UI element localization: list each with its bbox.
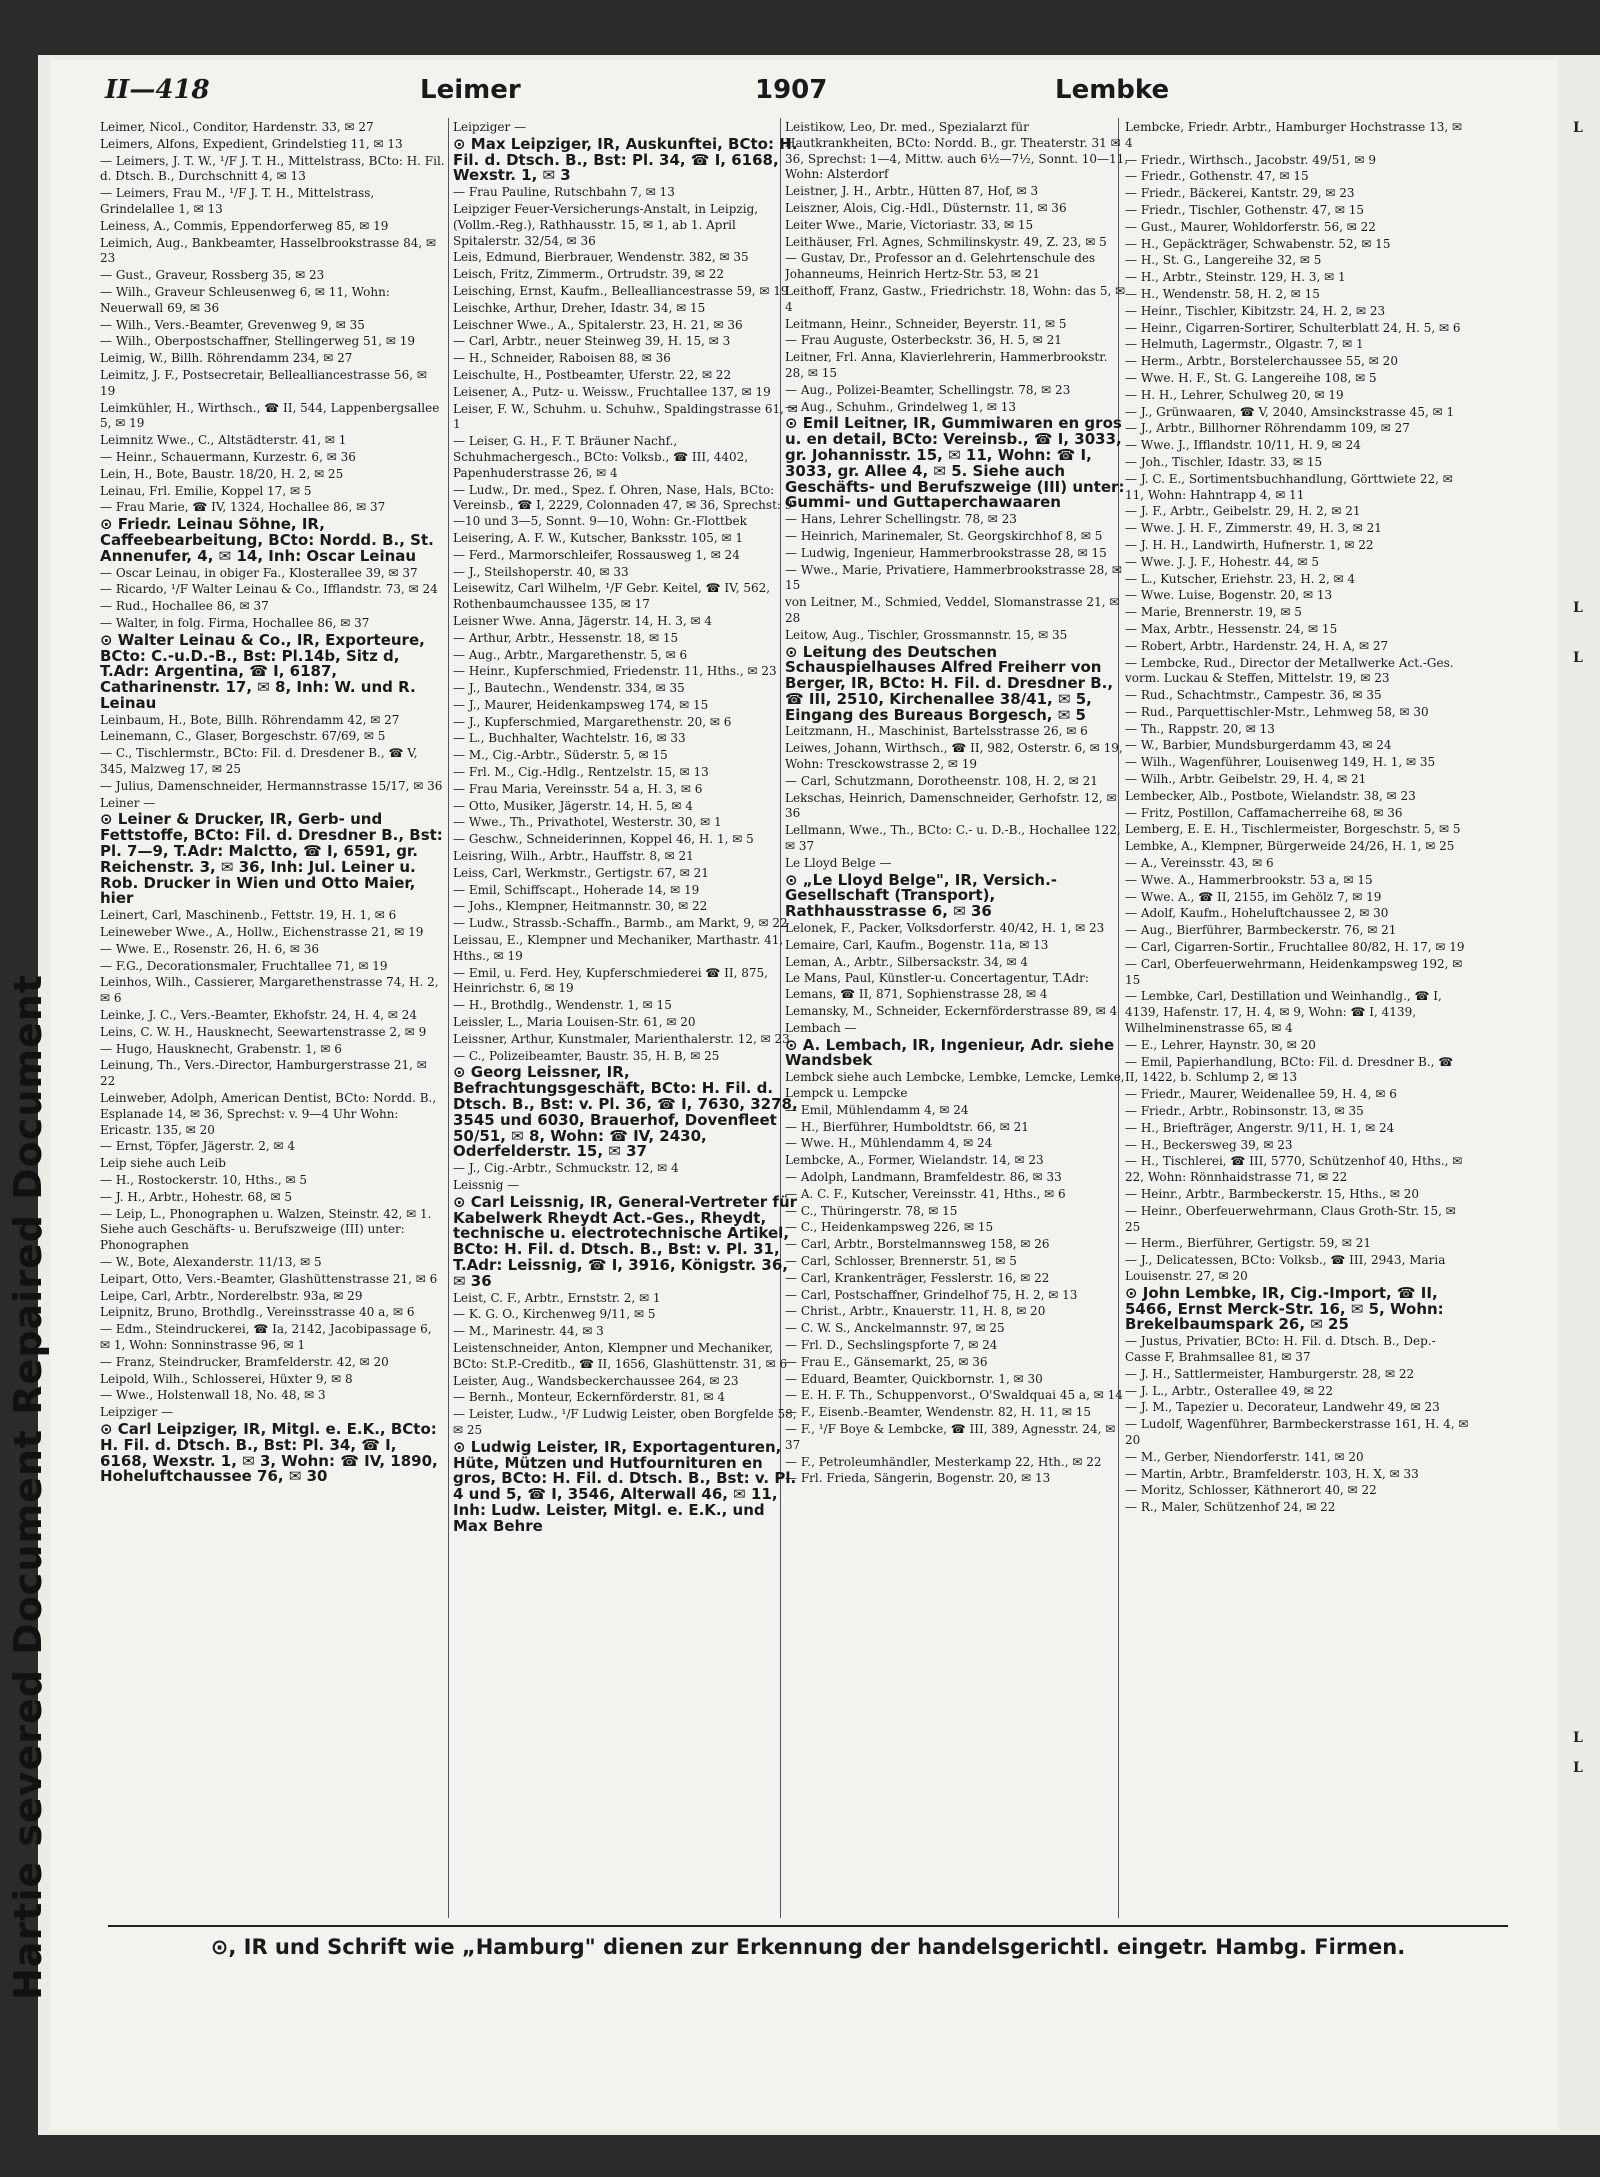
directory-entry: — Gust., Maurer, Wohldorferstr. 56, ✉ 22: [1125, 219, 1376, 234]
directory-entry: — Aug., Polizei-Beamter, Schellingstr. 78, ✉ 23: [785, 382, 1071, 397]
directory-entry: Leisner Wwe. Anna, Jägerstr. 14, H. 3, ✉ 4: [453, 613, 712, 628]
directory-entry: Leist, C. F., Arbtr., Ernststr. 2, ✉ 1: [453, 1290, 661, 1305]
directory-entry: — M., Gerber, Niendorferstr. 141, ✉ 20: [1125, 1449, 1364, 1464]
directory-entry: — Frau Pauline, Rutschbahn 7, ✉ 13: [453, 185, 675, 200]
directory-entry: — Herm., Bierführer, Gertigstr. 59, ✉ 21: [1125, 1236, 1372, 1251]
directory-entry: — J., Maurer, Heidenkampsweg 174, ✉ 15: [453, 697, 709, 712]
directory-entry: — W., Barbier, Mundsburgerdamm 43, ✉ 24: [1125, 738, 1392, 753]
directory-entry: Leinbaum, H., Bote, Billh. Röhrendamm 42, ✉ 27: [100, 712, 400, 727]
directory-entry: — H., Schneider, Raboisen 88, ✉ 36: [453, 351, 671, 366]
directory-entry: — Rud., Schachtmstr., Campestr. 36, ✉ 35: [1125, 688, 1382, 703]
directory-entry: Leitow, Aug., Tischler, Grossmannstr. 15, ✉ 35: [785, 627, 1068, 642]
directory-entry: — Lembcke, Rud., Director der Metallwerke Act.-Ges. vorm. Luckau & Steffen, Mittelstr. 19, ✉ 23: [1125, 655, 1454, 686]
directory-entry: — J., Delicatessen, BCto: Volksb., ☎ III, 2943, Maria Louisenstr. 27, ✉ 20: [1125, 1253, 1446, 1283]
directory-entry: — Wwe. J., Ifflandstr. 10/11, H. 9, ✉ 24: [1125, 438, 1361, 453]
directory-entry: — H., Rostockerstr. 10, Hths., ✉ 5: [100, 1173, 308, 1187]
directory-entry: Leischulte, H., Postbeamter, Uferstr. 22, ✉ 22: [453, 367, 732, 382]
directory-entry: — H., Arbtr., Steinstr. 129, H. 3, ✉ 1: [1125, 270, 1346, 285]
directory-entry: ⊙ Carl Leissnig, IR, General-Vertreter für Kabelwerk Rheydt Act.-Ges., Rheydt, technische u. electrotechnische Artikel, BCto: H. Fil. d. Dtsch. B., Bst: v. Pl. 31, T.Adr: Leissnig, ☎ I, 3916, Königstr. 36, ✉ 36: [453, 1192, 798, 1290]
adjacent-page-fragment: L: [1573, 600, 1583, 616]
directory-entry: — Edm., Steindruckerei, ☎ Ia, 2142, Jacobipassage 6, ✉ 1, Wohn: Sonninstrasse 96, ✉ 1: [100, 1322, 432, 1352]
directory-entry: — Frau Maria, Vereinsstr. 54 a, H. 3, ✉ 6: [453, 781, 703, 796]
directory-entry: — Wwe. A., Hammerbrookstr. 53 a, ✉ 15: [1125, 872, 1373, 887]
directory-entry: — Wilh., Arbtr. Geibelstr. 29, H. 4, ✉ 21: [1125, 772, 1367, 787]
directory-entry: — Leip, L., Phonographen u. Walzen, Steinstr. 42, ✉ 1. Siehe auch Geschäfts- u. Berufszweige (III) unter: Phonographen: [100, 1206, 432, 1253]
directory-entry: — Wilh., Oberpostschaffner, Stellingerweg 51, ✉ 19: [100, 334, 416, 349]
directory-entry: — Walter, in folg. Firma, Hochallee 86, ✉ 37: [100, 615, 370, 630]
directory-entry: — C. W. S., Anckelmannstr. 97, ✉ 25: [785, 1321, 1005, 1336]
directory-entry: Leinke, J. C., Vers.-Beamter, Ekhofstr. 24, H. 4, ✉ 24: [100, 1008, 418, 1023]
directory-entry: — A. C. F., Kutscher, Vereinsstr. 41, Hths., ✉ 6: [785, 1186, 1066, 1201]
directory-entry: — Carl, Arbtr., neuer Steinweg 39, H. 15, ✉ 3: [453, 334, 731, 349]
directory-entry: — Wilh., Vers.-Beamter, Grevenweg 9, ✉ 35: [100, 317, 365, 332]
directory-entry: Le Mans, Paul, Künstler-u. Concertagentur, T.Adr: Lemans, ☎ II, 871, Sophienstrasse 28, ✉ 4: [785, 971, 1089, 1002]
directory-entry: — Wwe. J. H. F., Zimmerstr. 49, H. 3, ✉ 21: [1125, 521, 1382, 536]
directory-entry: ⊙ Georg Leissner, IR, Befrachtungsgeschäft, BCto: H. Fil. d. Dtsch. B., Bst: v. Pl. 36, ☎ I, 7630, 3278, 3545 und 6030, Brauerhof, Dovenfleet 50/51, ✉ 8, Wohn: ☎ IV, 2430, Oderfelderstr. 15, ✉ 37: [453, 1063, 798, 1161]
directory-entry: — H. H., Lehrer, Schulweg 20, ✉ 19: [1125, 387, 1344, 402]
directory-entry: — Lembke, Carl, Destillation und Weinhandlg., ☎ I, 4139, Hafenstr. 17, H. 4, ✉ 9, Wohn: ☎ I, 4139, Wilhelminenstrasse 65, ✉ 4: [1125, 989, 1442, 1036]
directory-entry: — Wwe. Luise, Bogenstr. 20, ✉ 13: [1125, 588, 1333, 603]
directory-entry: — Hugo, Hausknecht, Grabenstr. 1, ✉ 6: [100, 1041, 342, 1056]
adjacent-page-edge: [1565, 80, 1600, 2080]
directory-entry: — J. L., Arbtr., Osterallee 49, ✉ 22: [1125, 1383, 1334, 1398]
directory-entry: — Emil, Schiffscapt., Hoherade 14, ✉ 19: [453, 882, 700, 897]
directory-entry: — Wwe. A., ☎ II, 2155, im Gehölz 7, ✉ 19: [1125, 889, 1382, 904]
directory-entry: Leimitz, J. F., Postsecretair, Bellealliancestrasse 56, ✉ 19: [100, 367, 427, 398]
header-last-word: Lembke: [1055, 75, 1170, 105]
directory-entry: Lembcke, Friedr. Arbtr., Hamburger Hochstrasse 13, ✉ 4: [1125, 120, 1463, 150]
directory-entry: — H., Gepäckträger, Schwabenstr. 52, ✉ 15: [1125, 236, 1391, 251]
directory-entry: — J., Cig.-Arbtr., Schmuckstr. 12, ✉ 4: [453, 1161, 679, 1176]
directory-entry: — H., Beckersweg 39, ✉ 23: [1125, 1137, 1293, 1152]
directory-entry: Leip siehe auch Leib: [100, 1156, 226, 1171]
directory-entry: Leistenschneider, Anton, Klempner und Mechaniker, BCto: St.P.-Creditb., ☎ II, 1656, Glashüttenstr. 31, ✉ 6: [453, 1340, 788, 1371]
directory-entry: — Carl, Postschaffner, Grindelhof 75, H. 2, ✉ 13: [785, 1287, 1078, 1302]
directory-entry: Leman, A., Arbtr., Silbersackstr. 34, ✉ 4: [785, 954, 1028, 969]
directory-entry: — Christ., Arbtr., Knauerstr. 11, H. 8, ✉ 20: [785, 1304, 1046, 1319]
directory-entry: Leiss, Carl, Werkmstr., Gertigstr. 67, ✉ 21: [453, 865, 709, 880]
directory-entry: — R., Maler, Schützenhof 24, ✉ 22: [1125, 1500, 1336, 1515]
directory-entry: — W., Bote, Alexanderstr. 11/13, ✉ 5: [100, 1254, 322, 1269]
directory-entry: — L., Buchhalter, Wachtelstr. 16, ✉ 33: [453, 731, 686, 746]
directory-entry: — Ludw., Strassb.-Schaffn., Barmb., am Markt, 9, ✉ 22: [453, 916, 788, 931]
directory-entry: Leisering, A. F. W., Kutscher, Banksstr. 105, ✉ 1: [453, 530, 744, 545]
directory-entry: — Gustav, Dr., Professor an d. Gelehrtenschule des Johanneums, Heinrich Hertz-Str. 53, ✉ 21: [785, 251, 1096, 282]
directory-entry: — Ludolf, Wagenführer, Barmbeckerstrasse 161, H. 4, ✉ 20: [1125, 1417, 1469, 1447]
directory-entry: — Heinr., Oberfeuerwehrmann, Claus Groth-Str. 15, ✉ 25: [1125, 1203, 1456, 1234]
directory-entry: — Wwe., Holstenwall 18, No. 48, ✉ 3: [100, 1388, 326, 1403]
directory-entry: — J., Grünwaaren, ☎ V, 2040, Amsinckstrasse 45, ✉ 1: [1125, 404, 1455, 419]
directory-entry: Leinweber, Adolph, American Dentist, BCto: Nordd. B., Esplanade 14, ✉ 36, Sprechst: v. 9—4 Uhr Wohn: Ericastr. 135, ✉ 20: [100, 1091, 437, 1137]
adjacent-page-fragment: L: [1573, 120, 1583, 136]
directory-entry: Leisewitz, Carl Wilhelm, ¹/F Gebr. Keitel, ☎ IV, 562, Rothenbaumchaussee 135, ✉ 17: [453, 581, 771, 612]
directory-column-3: [785, 120, 1130, 1920]
directory-entry: — Friedr., Gothenstr. 47, ✉ 15: [1125, 169, 1309, 184]
directory-entry: Leipold, Wilh., Schlosserei, Hüxter 9, ✉ 8: [100, 1371, 353, 1386]
directory-entry: — C., Thüringerstr. 78, ✉ 15: [785, 1203, 958, 1218]
directory-entry: — Friedr., Maurer, Weidenallee 59, H. 4, ✉ 6: [1125, 1087, 1397, 1102]
directory-entry: Lembke, A., Klempner, Bürgerweide 24/26, H. 1, ✉ 25: [1125, 839, 1455, 854]
directory-entry: — C., Polizeibeamter, Baustr. 35, H. B, ✉ 25: [453, 1048, 720, 1063]
directory-entry: — Th., Rappstr. 20, ✉ 13: [1125, 721, 1275, 736]
directory-entry: Lemberg, E. E. H., Tischlermeister, Borgeschstr. 5, ✉ 5: [1125, 822, 1461, 837]
directory-entry: — Wwe. J. J. F., Hohestr. 44, ✉ 5: [1125, 554, 1320, 569]
directory-entry: — Frl. D., Sechslingspforte 7, ✉ 24: [785, 1337, 998, 1352]
directory-entry: — Geschw., Schneiderinnen, Koppel 46, H. 1, ✉ 5: [453, 832, 754, 847]
directory-entry: Leithoff, Franz, Gastw., Friedrichstr. 18, Wohn: das 5, ✉ 4: [785, 283, 1126, 314]
directory-entry: — E. H. F. Th., Schuppenvorst., O'Swaldquai 45 a, ✉ 14: [785, 1388, 1123, 1403]
directory-entry: Leipziger —: [100, 1405, 174, 1420]
page-number: II—418: [105, 75, 210, 105]
directory-entry: Leimich, Aug., Bankbeamter, Hasselbrookstrasse 84, ✉ 23: [100, 235, 437, 266]
directory-entry: — E., Lehrer, Haynstr. 30, ✉ 20: [1125, 1037, 1316, 1052]
directory-entry: Leitmann, Heinr., Schneider, Beyerstr. 11, ✉ 5: [785, 316, 1067, 331]
directory-entry: — Frl. M., Cig.-Hdlg., Rentzelstr. 15, ✉ 13: [453, 765, 709, 780]
directory-entry: — Frau Marie, ☎ IV, 1324, Hochallee 86, ✉ 37: [100, 500, 386, 515]
directory-entry: Lelonek, F., Packer, Volksdorferstr. 40/42, H. 1, ✉ 23: [785, 921, 1105, 936]
directory-entry: — Bernh., Monteur, Eckernförderstr. 81, ✉ 4: [453, 1390, 725, 1405]
directory-entry: Lembcke, A., Former, Wielandstr. 14, ✉ 23: [785, 1153, 1044, 1168]
directory-entry: — Aug., Schuhm., Grindelweg 1, ✉ 13: [785, 399, 1017, 414]
directory-entry: — Gust., Graveur, Rossberg 35, ✉ 23: [100, 268, 325, 283]
directory-entry: Leinert, Carl, Maschinenb., Fettstr. 19, H. 1, ✉ 6: [100, 908, 397, 923]
column-divider: [448, 118, 449, 1918]
directory-entry: — Robert, Arbtr., Hardenstr. 24, H. A, ✉ 27: [1125, 638, 1389, 653]
directory-entry: Leissner, Arthur, Kunstmaler, Marienthalerstr. 12, ✉ 23: [453, 1031, 790, 1046]
directory-entry: — H., Bierführer, Humboldtstr. 66, ✉ 21: [785, 1119, 1029, 1134]
directory-entry: — Leimers, Frau M., ¹/F J. T. H., Mittelstrass, Grindelallee 1, ✉ 13: [100, 186, 375, 216]
directory-entry: — Wwe., Th., Privathotel, Westerstr. 30, ✉ 1: [453, 815, 722, 830]
directory-entry: Leinhos, Wilh., Cassierer, Margarethenstrasse 74, H. 2, ✉ 6: [100, 975, 439, 1006]
directory-entry: — Emil, Mühlendamm 4, ✉ 24: [785, 1102, 969, 1117]
directory-entry: Leipziger —: [453, 120, 527, 134]
directory-entry: — J., Bautechn., Wendenstr. 334, ✉ 35: [453, 681, 685, 696]
directory-entry: Lemansky, M., Schneider, Eckernförderstrasse 89, ✉ 4: [785, 1004, 1118, 1019]
directory-entry: — J., Steilshoperstr. 40, ✉ 33: [453, 564, 629, 579]
directory-entry: — Wwe. H. F., St. G. Langereihe 108, ✉ 5: [1125, 370, 1377, 385]
directory-entry: — Julius, Damenschneider, Hermannstrasse 15/17, ✉ 36: [100, 778, 443, 793]
directory-entry: Leithäuser, Frl. Agnes, Schmilinskystr. 49, Z. 23, ✉ 5: [785, 234, 1107, 249]
directory-entry: Leischke, Arthur, Dreher, Idastr. 34, ✉ 15: [453, 300, 706, 315]
directory-entry: — H., Brothdlg., Wendenstr. 1, ✉ 15: [453, 998, 672, 1013]
directory-entry: Le Lloyd Belge —: [785, 855, 892, 870]
directory-entry: — Otto, Musiker, Jägerstr. 14, H. 5, ✉ 4: [453, 798, 693, 813]
directory-entry: Leischner Wwe., A., Spitalerstr. 23, H. 21, ✉ 36: [453, 317, 743, 332]
directory-entry: — Justus, Privatier, BCto: H. Fil. d. Dtsch. B., Dep.-Casse F, Brahmsallee 81, ✉ 37: [1125, 1334, 1436, 1364]
directory-entry: — Ludwig, Ingenieur, Hammerbrookstrasse 28, ✉ 15: [785, 545, 1107, 560]
directory-entry: — Joh., Tischler, Idastr. 33, ✉ 15: [1125, 454, 1323, 469]
directory-column-4: [1125, 120, 1470, 1920]
directory-entry: — Heinr., Tischler, Kibitzstr. 24, H. 2, ✉ 23: [1125, 303, 1386, 318]
header-first-word: Leimer: [420, 75, 521, 105]
directory-entry: ⊙ John Lembke, IR, Cig.-Import, ☎ II, 5466, Ernst Merck-Str. 16, ✉ 5, Wohn: Brekelbaumspark 26, ✉ 25: [1125, 1283, 1444, 1334]
directory-entry: — Martin, Arbtr., Bramfelderstr. 103, H. X, ✉ 33: [1125, 1466, 1419, 1481]
directory-entry: — Frau Auguste, Osterbeckstr. 36, H. 5, ✉ 21: [785, 333, 1062, 348]
directory-column-2: [453, 120, 798, 1920]
directory-entry: — Moritz, Schlosser, Käthnerort 40, ✉ 22: [1125, 1483, 1377, 1498]
directory-entry: — F., Eisenb.-Beamter, Wendenstr. 82, H. 11, ✉ 15: [785, 1405, 1092, 1420]
directory-entry: — Aug., Bierführer, Barmbeckerstr. 76, ✉ 21: [1125, 923, 1397, 938]
page-footer: ⊙, IR und Schrift wie „Hamburg" dienen zur Erkennung der handelsgerichtl. eingetr. Hambg. Firmen.: [210, 1935, 1406, 1959]
directory-entry: — Heinr., Cigarren-Sortirer, Schulterblatt 24, H. 5, ✉ 6: [1125, 320, 1461, 335]
directory-entry: — J. M., Tapezier u. Decorateur, Landwehr 49, ✉ 23: [1125, 1400, 1440, 1415]
directory-entry: ⊙ Leitung des Deutschen Schauspielhauses Alfred Freiherr von Berger, IR, BCto: H. Fil. d. Dresdner B., ☎ III, 2510, Kirchenallee 38/41, ✉ 5, Eingang des Bureaus Borgesch, ✉ 5: [785, 642, 1114, 724]
directory-entry: Leineweber Wwe., A., Hollw., Eichenstrasse 21, ✉ 19: [100, 925, 424, 940]
directory-entry: — Eduard, Beamter, Quickbornstr. 1, ✉ 30: [785, 1371, 1043, 1386]
directory-entry: — Adolph, Landmann, Bramfeldestr. 86, ✉ 33: [785, 1170, 1062, 1184]
directory-entry: Leiszner, Alois, Cig.-Hdl., Düsternstr. 11, ✉ 36: [785, 200, 1067, 215]
directory-entry: Lein, H., Bote, Baustr. 18/20, H. 2, ✉ 25: [100, 466, 344, 481]
directory-entry: — C., Tischlermstr., BCto: Fil. d. Dresdener B., ☎ V, 345, Malzweg 17, ✉ 25: [100, 746, 418, 777]
directory-entry: — Emil, Papierhandlung, BCto: Fil. d. Dresdner B., ☎ II, 1422, b. Schlump 2, ✉ 13: [1125, 1054, 1454, 1085]
directory-entry: — C., Heidenkampsweg 226, ✉ 15: [785, 1220, 994, 1235]
directory-entry: von Leitner, M., Schmied, Veddel, Slomanstrasse 21, ✉ 28: [785, 595, 1120, 625]
directory-entry: Leissler, L., Maria Louisen-Str. 61, ✉ 20: [453, 1015, 696, 1030]
directory-entry: — Heinrich, Marinemaler, St. Georgskirchhof 8, ✉ 5: [785, 528, 1103, 543]
directory-entry: Leimkühler, H., Wirthsch., ☎ II, 544, Lappenbergsallee 5, ✉ 19: [100, 400, 440, 431]
directory-entry: ⊙ Carl Leipziger, IR, Mitgl. e. E.K., BCto: H. Fil. d. Dtsch. B., Bst: Pl. 34, ☎ I, 6168, Wexstr. 1, ✉ 3, Wohn: ☎ IV, 1890, Hoheluftchaussee 76, ✉ 30: [100, 1419, 438, 1486]
directory-entry: — Emil, u. Ferd. Hey, Kupferschmiederei ☎ II, 875, Heinrichstr. 6, ✉ 19: [453, 965, 768, 996]
directory-entry: — Heinr., Kupferschmied, Friedenstr. 11, Hths., ✉ 23: [453, 664, 777, 679]
directory-entry: — Rud., Hochallee 86, ✉ 37: [100, 599, 269, 614]
directory-entry: — Aug., Arbtr., Margarethenstr. 5, ✉ 6: [453, 647, 688, 662]
directory-entry: Leipziger Feuer-Versicherungs-Anstalt, in Leipzig, (Vollm.-Reg.), Rathhausstr. 15, ✉ 1, ab 1. April Spitalerstr. 32/54, ✉ 36: [453, 201, 759, 248]
directory-entry: — Carl, Cigarren-Sortir., Fruchtallee 80/82, H. 17, ✉ 19: [1125, 940, 1465, 955]
directory-entry: — Wilh., Wagenführer, Louisenweg 149, H. 1, ✉ 35: [1125, 755, 1436, 770]
directory-entry: Leiser, F. W., Schuhm. u. Schuhw., Spaldingstrasse 61, ✉ 1: [453, 401, 798, 432]
directory-entry: Lembecker, Alb., Postbote, Wielandstr. 38, ✉ 23: [1125, 788, 1416, 803]
directory-entry: — J. C. E., Sortimentsbuchhandlung, Görttwiete 22, ✉ 11, Wohn: Hahntrapp 4, ✉ 11: [1125, 471, 1453, 502]
directory-entry: Leimers, Alfons, Expedient, Grindelstieg 11, ✉ 13: [100, 136, 403, 151]
directory-entry: — Arthur, Arbtr., Hessenstr. 18, ✉ 15: [453, 630, 679, 645]
directory-entry: — Ernst, Töpfer, Jägerstr. 2, ✉ 4: [100, 1139, 295, 1154]
footer-rule: [108, 1925, 1508, 1927]
directory-entry: — Carl, Oberfeuerwehrmann, Heidenkampsweg 192, ✉ 15: [1125, 956, 1463, 987]
directory-entry: Leiner —: [100, 795, 156, 810]
directory-entry: — F.G., Decorationsmaler, Fruchtallee 71, ✉ 19: [100, 958, 388, 973]
directory-entry: Leissnig —: [453, 1178, 520, 1192]
directory-entry: — J. F., Arbtr., Geibelstr. 29, H. 2, ✉ 21: [1125, 504, 1361, 519]
directory-entry: Leinemann, C., Glaser, Borgeschstr. 67/69, ✉ 5: [100, 729, 386, 744]
directory-entry: — Marie, Brennerstr. 19, ✉ 5: [1125, 605, 1302, 620]
directory-entry: Leisching, Ernst, Kaufm., Bellealliancestrasse 59, ✉ 19: [453, 283, 789, 298]
directory-entry: Leimnitz Wwe., C., Altstädterstr. 41, ✉ 1: [100, 433, 347, 448]
directory-entry: ⊙ Ludwig Leister, IR, Exportagenturen, Hüte, Mützen und Hutfournituren en gros, BCto: H. Fil. d. Dtsch. B., Bst: v. Pl. 4 und 5, ☎ I, 3546, Alterwall 46, ✉ 11, Inh: Ludw. Leister, Mitgl. e. E.K., und Max Behre: [453, 1437, 797, 1535]
directory-entry: — H., Wendenstr. 58, H. 2, ✉ 15: [1125, 286, 1320, 301]
directory-entry: Leinung, Th., Vers.-Director, Hamburgerstrasse 21, ✉ 22: [100, 1058, 427, 1089]
directory-entry: — Ludw., Dr. med., Spez. f. Ohren, Nase, Hals, BCto: Vereinsb., ☎ I, 2229, Colonnaden 47, ✉ 36, Sprechst: 9—10 und 3—5, Sonnt. 9—10, Wohn: Gr.-Flottbek: [453, 482, 793, 529]
directory-entry: — F., ¹/F Boye & Lembcke, ☎ III, 389, Agnesstr. 24, ✉ 37: [785, 1421, 1116, 1452]
directory-entry: — Friedr., Arbtr., Robinsonstr. 13, ✉ 35: [1125, 1104, 1364, 1119]
directory-entry: Leis, Edmund, Bierbrauer, Wendenstr. 382, ✉ 35: [453, 250, 749, 265]
directory-entry: — J. H., Sattlermeister, Hamburgerstr. 28, ✉ 22: [1125, 1366, 1415, 1381]
page-header: [105, 75, 1513, 115]
directory-entry: — M., Marinestr. 44, ✉ 3: [453, 1324, 604, 1339]
side-label: Hartie severed Document Repaired Document: [6, 974, 50, 2000]
directory-entry: — Leister, Ludw., ¹/F Ludwig Leister, oben Borgfelde 58, ✉ 25: [453, 1407, 797, 1437]
directory-entry: — Franz, Steindrucker, Bramfelderstr. 42, ✉ 20: [100, 1354, 389, 1369]
directory-entry: Leiwes, Johann, Wirthsch., ☎ II, 982, Osterstr. 6, ✉ 19, Wohn: Tresckowstrasse 2, ✉ 19: [785, 741, 1123, 772]
directory-entry: Lemaire, Carl, Kaufm., Bogenstr. 11a, ✉ 13: [785, 937, 1049, 952]
directory-entry: — Friedr., Bäckerei, Kantstr. 29, ✉ 23: [1125, 186, 1355, 201]
directory-entry: — Friedr., Wirthsch., Jacobstr. 49/51, ✉ 9: [1125, 152, 1376, 167]
directory-entry: — J. H. H., Landwirth, Hufnerstr. 1, ✉ 22: [1125, 537, 1374, 552]
directory-entry: Leiness, A., Commis, Eppendorferweg 85, ✉ 19: [100, 218, 389, 233]
directory-entry: Leitner, Frl. Anna, Klavierlehrerin, Hammerbrookstr. 28, ✉ 15: [785, 350, 1108, 380]
directory-entry: Lekschas, Heinrich, Damenschneider, Gerhofstr. 12, ✉ 36: [785, 790, 1117, 821]
directory-entry: Leipe, Carl, Arbtr., Norderelbstr. 93a, ✉ 29: [100, 1288, 363, 1303]
directory-entry: Leister, Aug., Wandsbeckerchaussee 264, ✉ 23: [453, 1373, 739, 1388]
directory-entry: — J., Arbtr., Billhorner Röhrendamm 109, ✉ 27: [1125, 421, 1410, 436]
directory-entry: — Ricardo, ¹/F Walter Leinau & Co., Ifflandstr. 73, ✉ 24: [100, 582, 438, 597]
adjacent-page-fragment: L: [1573, 1730, 1583, 1746]
directory-entry: Leins, C. W. H., Hausknecht, Seewartenstrasse 2, ✉ 9: [100, 1024, 427, 1039]
directory-entry: — Johs., Klempner, Heitmannstr. 30, ✉ 22: [453, 899, 708, 914]
directory-entry: ⊙ Emil Leitner, IR, Gummiwaren en gros u. en detail, BCto: Vereinsb., ☎ I, 3033, gr. Johannisstr. 15, ✉ 11, Wohn: ☎ I, 3033, gr. Allee 4, ✉ 5. Siehe auch Geschäfts- und Berufszweige (III) unter: Gummi- und Guttaperchawaaren: [785, 414, 1125, 512]
directory-entry: — Herm., Arbtr., Borstelerchaussee 55, ✉ 20: [1125, 354, 1398, 369]
directory-entry: Leipnitz, Bruno, Brothdlg., Vereinsstrasse 40 a, ✉ 6: [100, 1305, 415, 1320]
side-label-strip: [0, 560, 50, 2000]
directory-entry: Leimig, W., Billh. Röhrendamm 234, ✉ 27: [100, 351, 353, 366]
directory-entry: Leisch, Fritz, Zimmerm., Ortrudstr. 39, ✉ 22: [453, 267, 725, 282]
directory-entry: ⊙ „Le Lloyd Belge", IR, Versich.-Gesellschaft (Transport), Rathhausstrasse 6, ✉ 36: [785, 870, 1057, 921]
directory-entry: — A., Vereinsstr. 43, ✉ 6: [1125, 856, 1274, 871]
directory-entry: — Oscar Leinau, in obiger Fa., Klosterallee 39, ✉ 37: [100, 565, 418, 580]
directory-entry: Leipart, Otto, Vers.-Beamter, Glashüttenstrasse 21, ✉ 6: [100, 1271, 438, 1286]
directory-entry: — H., St. G., Langereihe 32, ✉ 5: [1125, 253, 1322, 268]
directory-entry: — Wwe. H., Mühlendamm 4, ✉ 24: [785, 1136, 993, 1151]
directory-entry: Leistner, J. H., Arbtr., Hütten 87, Hof, ✉ 3: [785, 184, 1039, 199]
adjacent-page-fragment: L: [1573, 1760, 1583, 1776]
directory-entry: — Friedr., Tischler, Gothenstr. 47, ✉ 15: [1125, 202, 1365, 217]
directory-entry: — Carl, Schutzmann, Dorotheenstr. 108, H. 2, ✉ 21: [785, 773, 1098, 788]
directory-entry: — F., Petroleumhändler, Mesterkamp 22, Hth., ✉ 22: [785, 1454, 1102, 1469]
directory-entry: — Heinr., Arbtr., Barmbeckerstr. 15, Hths., ✉ 20: [1125, 1187, 1419, 1201]
directory-entry: — K. G. O., Kirchenweg 9/11, ✉ 5: [453, 1307, 656, 1322]
directory-entry: — Max, Arbtr., Hessenstr. 24, ✉ 15: [1125, 621, 1338, 636]
header-year: 1907: [755, 75, 828, 105]
directory-entry: — Wwe., Marie, Privatiere, Hammerbrookstrasse 28, ✉ 15: [785, 562, 1122, 593]
directory-entry: — Carl, Arbtr., Borstelmannsweg 158, ✉ 26: [785, 1237, 1050, 1252]
directory-entry: ⊙ A. Lembach, IR, Ingenieur, Adr. siehe Wandsbek: [785, 1035, 1115, 1070]
directory-entry: Leimer, Nicol., Conditor, Hardenstr. 33, ✉ 27: [100, 120, 374, 134]
directory-entry: Lembach —: [785, 1020, 857, 1035]
directory-entry: — Wwe. E., Rosenstr. 26, H. 6, ✉ 36: [100, 941, 320, 956]
directory-entry: Leisring, Wilh., Arbtr., Hauffstr. 8, ✉ 21: [453, 849, 694, 864]
directory-entry: — L., Kutscher, Eriehstr. 23, H. 2, ✉ 4: [1125, 571, 1356, 586]
directory-entry: — H., Tischlerei, ☎ III, 5770, Schützenhof 40, Hths., ✉ 22, Wohn: Rönnhaidstrasse 71, ✉ 22: [1125, 1154, 1463, 1185]
directory-entry: — Helmuth, Lagermstr., Olgastr. 7, ✉ 1: [1125, 337, 1364, 352]
directory-entry: — Carl, Schlosser, Brennerstr. 51, ✉ 5: [785, 1253, 1017, 1268]
directory-entry: Leitzmann, H., Maschinist, Bartelsstrasse 26, ✉ 6: [785, 724, 1088, 739]
directory-entry: ⊙ Walter Leinau & Co., IR, Exporteure, BCto: C.-u.D.-B., Bst: Pl.14b, Sitz d, T.Adr: Argentina, ☎ I, 6187, Catharinenstr. 17, ✉ 8, Inh: W. und R. Leinau: [100, 630, 425, 712]
directory-entry: Lembck siehe auch Lembcke, Lembke, Lemcke, Lemke, Lempck u. Lempcke: [785, 1070, 1125, 1101]
directory-entry: — Leiser, G. H., F. T. Bräuner Nachf., Schuhmachergesch., BCto: Volksb., ☎ III, 4402, Papenhuderstrasse 26, ✉ 4: [453, 434, 749, 480]
directory-entry: — Hans, Lehrer Schellingstr. 78, ✉ 23: [785, 512, 1017, 527]
directory-entry: — M., Cig.-Arbtr., Süderstr. 5, ✉ 15: [453, 748, 668, 763]
directory-entry: — Frau E., Gänsemarkt, 25, ✉ 36: [785, 1354, 988, 1369]
directory-entry: Leinau, Frl. Emilie, Koppel 17, ✉ 5: [100, 483, 312, 498]
directory-entry: — Frl. Frieda, Sängerin, Bogenstr. 20, ✉ 13: [785, 1471, 1051, 1486]
directory-entry: Leissau, E., Klempner und Mechaniker, Marthastr. 41, Hths., ✉ 19: [453, 933, 784, 963]
directory-entry: — Carl, Krankenträger, Fesslerstr. 16, ✉ 22: [785, 1270, 1050, 1285]
directory-entry: Lellmann, Wwe., Th., BCto: C.- u. D.-B., Hochallee 122, ✉ 37: [785, 823, 1121, 854]
directory-entry: — J. H., Arbtr., Hohestr. 68, ✉ 5: [100, 1189, 292, 1204]
directory-entry: Leiter Wwe., Marie, Victoriastr. 33, ✉ 15: [785, 217, 1034, 232]
directory-entry: ⊙ Friedr. Leinau Söhne, IR, Caffeebearbeitung, BCto: Nordd. B., St. Annenufer, 4, ✉ 14, Inh: Oscar Leinau: [100, 515, 434, 565]
adjacent-page-fragment: L: [1573, 650, 1583, 666]
directory-column-1: [100, 120, 445, 1920]
directory-entry: — Fritz, Postillon, Caffamacherreihe 68, ✉ 36: [1125, 805, 1403, 820]
directory-entry: — J., Kupferschmied, Margarethenstr. 20, ✉ 6: [453, 714, 732, 729]
directory-entry: — Rud., Parquettischler-Mstr., Lehmweg 58, ✉ 30: [1125, 704, 1429, 719]
directory-entry: ⊙ Leiner & Drucker, IR, Gerb- und Fettstoffe, BCto: Fil. d. Dresdner B., Bst: Pl. 7—9, T.Adr: Malctto, ☎ I, 6591, gr. Reichenstr. 3, ✉ 36, Inh: Jul. Leiner u. Rob. Drucker in Wien und Otto Maier, hier: [100, 810, 443, 908]
directory-entry: — Ferd., Marmorschleifer, Rossausweg 1, ✉ 24: [453, 547, 740, 562]
directory-entry: ⊙ Max Leipziger, IR, Auskunftei, BCto: H. Fil. d. Dtsch. B., Bst: Pl. 34, ☎ I, 6168, Wexstr. 1, ✉ 3: [453, 134, 798, 185]
directory-entry: — H., Briefträger, Angerstr. 9/11, H. 1, ✉ 24: [1125, 1120, 1395, 1135]
directory-entry: — Adolf, Kaufm., Hoheluftchaussee 2, ✉ 30: [1125, 906, 1389, 921]
directory-entry: — Heinr., Schauermann, Kurzestr. 6, ✉ 36: [100, 449, 356, 464]
directory-entry: — Leimers, J. T. W., ¹/F J. T. H., Mittelstrass, BCto: H. Fil. d. Dtsch. B., Durchschnitt 4, ✉ 13: [100, 153, 445, 184]
directory-entry: Leisener, A., Putz- u. Weissw., Fruchtallee 137, ✉ 19: [453, 384, 771, 399]
directory-entry: Leistikow, Leo, Dr. med., Spezialarzt für Hautkrankheiten, BCto: Nordd. B., gr. Theaterstr. 31 ✉ 36, Sprechst: 1—4, Mittw. auch 6½—7½, Sonnt. 10—11, Wohn: Alsterdorf: [785, 120, 1129, 182]
directory-entry: — Wilh., Graveur Schleusenweg 6, ✉ 11, Wohn: Neuerwall 69, ✉ 36: [100, 284, 390, 315]
